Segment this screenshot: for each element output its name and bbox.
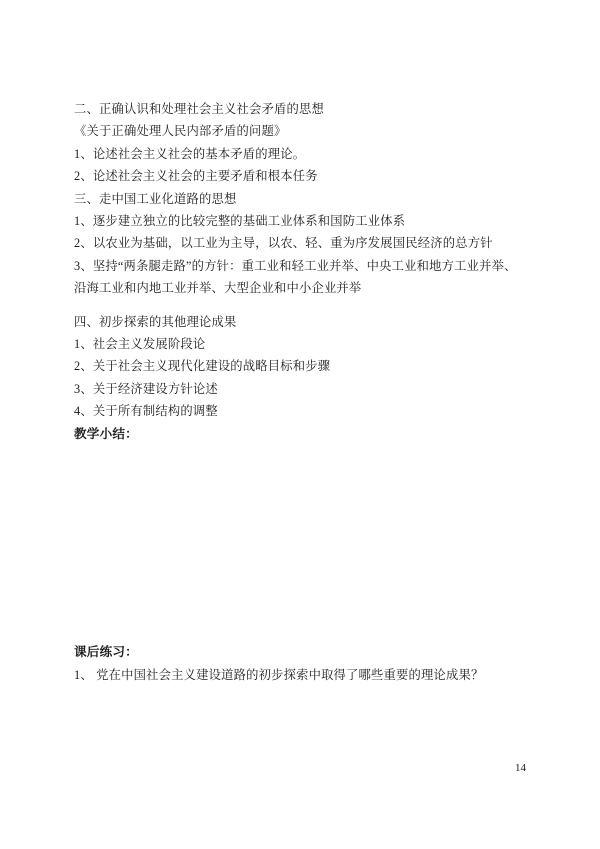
- text-line: 3、关于经济建设方针论述: [74, 381, 218, 396]
- text-line: 四、初步探索的其他理论成果: [74, 314, 237, 329]
- blank-answer-area: [74, 445, 526, 641]
- document-body: [74, 98, 526, 686]
- text-line: 1、逐步建立独立的比较完整的基础工业体系和国防工业体系: [74, 214, 406, 229]
- text-line: 二、正确认识和处理社会主义社会矛盾的思想: [74, 102, 324, 116]
- paragraph-spacer: [74, 300, 526, 311]
- section-heading: 教学小结：: [74, 425, 138, 441]
- text-line: 2、以农业为基础，以工业为主导，以农、轻、重为序发展国民经济的总方针: [74, 236, 493, 251]
- text-line: 三、走中国工业化道路的思想: [74, 191, 237, 206]
- text-line: 1、 党在中国社会主义建设道路的初步探索中取得了哪些重要的理论成果？: [74, 667, 484, 682]
- text-line: 4、关于所有制结构的调整: [74, 404, 218, 419]
- text-line: 1、社会主义发展阶段论: [74, 337, 206, 352]
- text-line: 1、论述社会主义社会的基本矛盾的理论。: [74, 146, 306, 161]
- section-heading: 课后练习：: [74, 644, 138, 660]
- text-line: 2、关于社会主义现代化建设的战略目标和步骤: [74, 359, 331, 374]
- page-number: 14: [515, 762, 526, 774]
- text-line: 2、论述社会主义社会的主要矛盾和根本任务: [74, 169, 318, 184]
- text-line: 沿海工业和内地工业并举、大型企业和中小企业并举: [74, 281, 362, 296]
- text-line: 《关于正确处理人民内部矛盾的问题》: [74, 124, 287, 139]
- text-line: 3、坚持“两条腿走路”的方针：重工业和轻工业并举、中央工业和地方工业并举、: [74, 258, 517, 273]
